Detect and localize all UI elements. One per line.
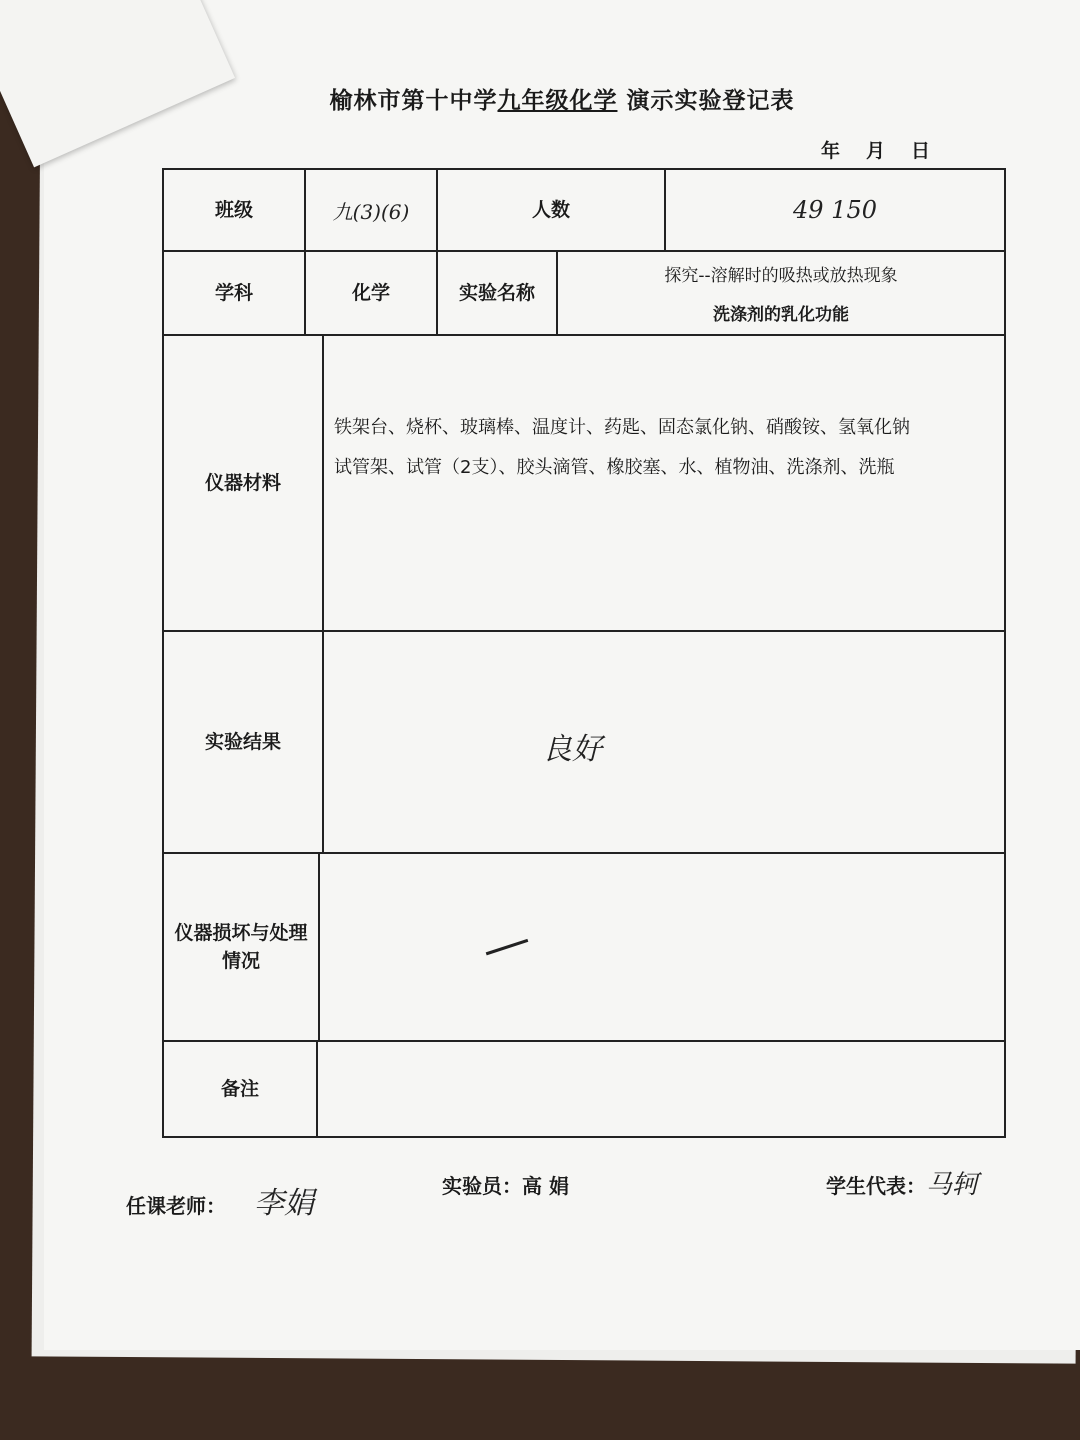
student-value: 马轲 xyxy=(926,1170,979,1200)
class-label: 班级 xyxy=(164,170,306,250)
document-page xyxy=(44,0,1080,1350)
result-value: 良好 xyxy=(542,732,602,767)
register-table xyxy=(162,168,1006,1138)
experiment-name-1: 探究--溶解时的吸热或放热现象 xyxy=(664,266,898,286)
class-value: 九(3)(6) xyxy=(306,170,438,250)
row-remarks xyxy=(162,1040,1006,1138)
staff-value: 高 娟 xyxy=(522,1174,569,1198)
materials-line-2: 试管架、试管（2支）、胶头滴管、橡胶塞、水、植物油、洗涤剂、洗瓶 xyxy=(334,456,895,478)
row-damage xyxy=(162,852,1006,1042)
teacher-signature xyxy=(126,1178,314,1222)
teacher-value: 李娟 xyxy=(254,1186,314,1221)
count-value: 49 150 xyxy=(793,196,877,224)
date-line xyxy=(795,136,930,163)
materials-line-1: 铁架台、烧杯、玻璃棒、温度计、药匙、固态氯化钠、硝酸铵、氢氧化钠 xyxy=(334,417,910,438)
row-class xyxy=(162,168,1006,252)
experiment-names xyxy=(558,252,1004,334)
student-signature xyxy=(826,1164,978,1201)
count-label: 人数 xyxy=(438,170,666,250)
row-materials xyxy=(162,334,1006,632)
damage-value: — xyxy=(474,909,538,979)
damage-label: 仪器损坏与处理情况 xyxy=(164,854,320,1040)
date-month: 月 xyxy=(865,140,885,162)
student-label: 学生代表： xyxy=(826,1174,926,1198)
row-subject xyxy=(162,250,1006,336)
date-year: 年 xyxy=(820,140,840,162)
teacher-label: 任课老师： xyxy=(126,1194,226,1218)
title-form-name: 演示实验登记表 xyxy=(626,88,795,114)
materials-content xyxy=(334,414,984,482)
subject-value: 化学 xyxy=(306,252,438,334)
materials-label: 仪器材料 xyxy=(164,336,324,630)
remarks-value xyxy=(318,1042,1004,1136)
remarks-label: 备注 xyxy=(164,1042,318,1136)
row-result xyxy=(162,630,1006,854)
date-day: 日 xyxy=(910,140,930,162)
subject-label: 学科 xyxy=(164,252,306,334)
staff-signature xyxy=(442,1170,569,1199)
experiment-label: 实验名称 xyxy=(438,252,558,334)
result-label: 实验结果 xyxy=(164,632,324,852)
experiment-name-2: 洗涤剂的乳化功能 xyxy=(713,305,849,325)
title-subject-grade: 九年级化学 xyxy=(497,88,618,114)
title-school: 榆林市第十中学 xyxy=(329,88,498,114)
staff-label: 实验员： xyxy=(442,1174,522,1198)
